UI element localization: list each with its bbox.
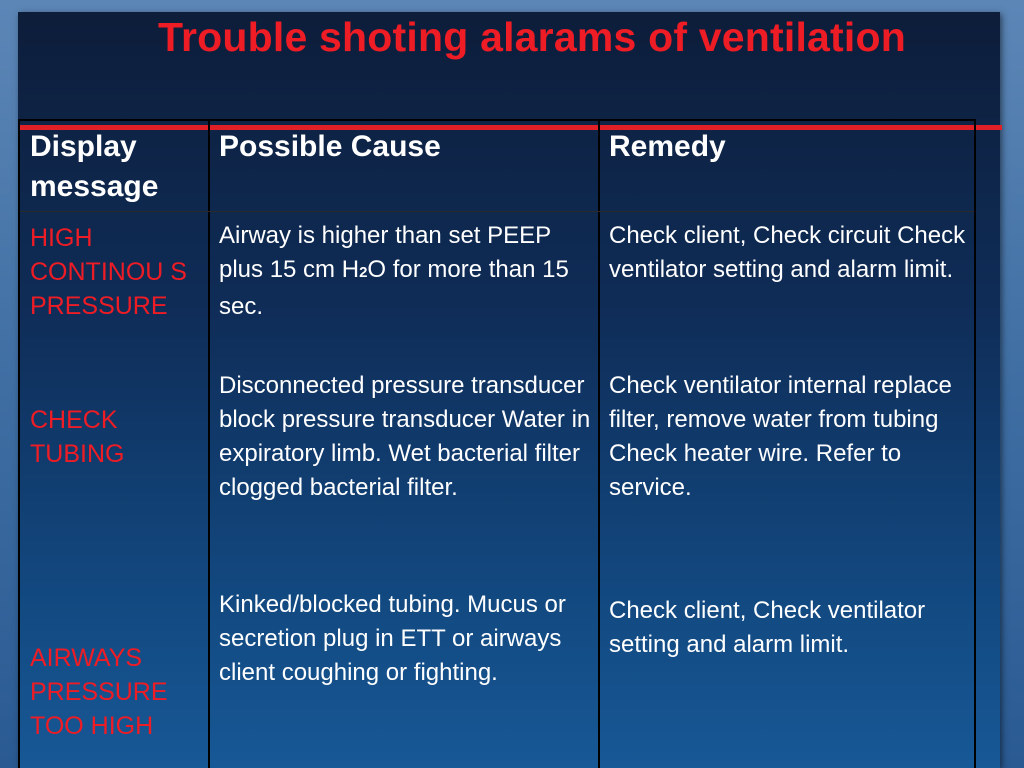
display-check-tubing: CHECK TUBING	[30, 406, 125, 468]
remedy-high-continuous-pressure: Check client, Check circuit Check ventilator setting and alarm limit.	[609, 222, 966, 283]
alarm-table	[18, 119, 976, 768]
display-airways-pressure-too-high: AIRWAYS PRESSURE TOO HIGH	[30, 644, 168, 740]
column-divider	[598, 121, 600, 768]
column-divider	[208, 121, 210, 768]
header-remedy: Remedy	[609, 130, 726, 163]
cause-high-continuous-pressure: Airway is higher than set PEEP plus 15 cm H2O for more than 15 sec.	[219, 222, 569, 320]
header-divider	[20, 211, 974, 212]
header-display-message: Display message	[30, 130, 159, 203]
header-possible-cause: Possible Cause	[219, 130, 441, 163]
remedy-check-tubing: Check ventilator internal replace filter, remove water from tubing Check heater wire. Refer to service.	[609, 372, 952, 501]
cause-check-tubing: Disconnected pressure transducer block pressure transducer Water in expiratory limb. Wet bacterial filter clogged bacterial filter.	[219, 372, 591, 501]
remedy-airways-pressure-too-high: Check client, Check ventilator setting and alarm limit.	[609, 597, 926, 658]
slide-title: Trouble shoting alarams of ventilation	[158, 14, 906, 60]
display-high-continuous-pressure: HIGH CONTINOU S PRESSURE	[30, 224, 187, 320]
cause-airways-pressure-too-high: Kinked/blocked tubing. Mucus or secretion plug in ETT or airways client coughing or fighting.	[219, 591, 566, 686]
